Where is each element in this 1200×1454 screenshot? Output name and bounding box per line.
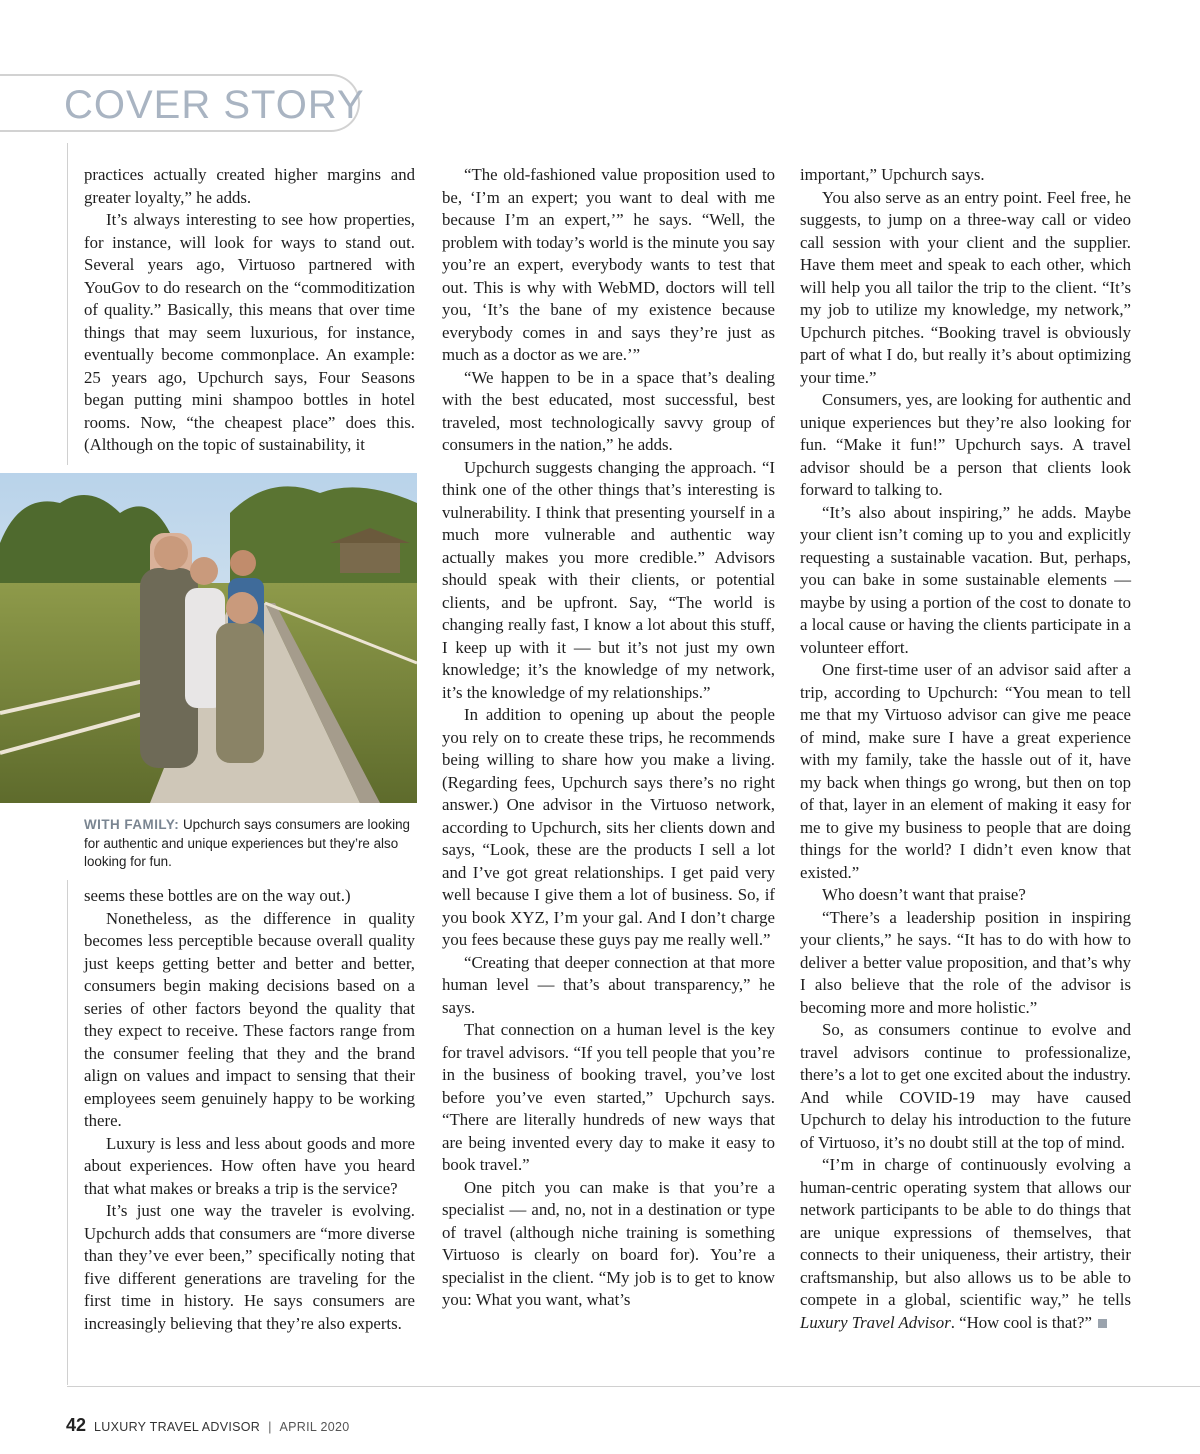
photo-caption	[84, 816, 414, 872]
final-end: . “How cool is that?”	[950, 1312, 1092, 1332]
paragraph: That connection on a human level is the key for travel advisors. “If you tell people that you’re in the business of booking travel, you’ve lost before you’ve even started,” Upchurch says. “There are literally hundreds of new ways that are being invented every day to make it easy to book travel.”	[442, 1020, 775, 1174]
final-paragraph	[800, 1154, 1131, 1334]
paragraph: You also serve as an entry point. Feel free, he suggests, to jump on a three-way call or video call session with your client and the supplier. Have them meet and speak to each other, which will help you all tailor the trip to the client. “It’s my job to utilize my knowledge, my network,” Upchurch pitches. “Booking travel is obviously part of what I do, but really it’s about optimizing your time.”	[800, 187, 1131, 387]
family-photo	[0, 473, 417, 803]
column-rule	[67, 880, 68, 1385]
paragraph: In addition to opening up about the people you rely on to create these trips, he recommends being willing to share how you make a living. (Regarding fees, Upchurch says there’s no right answer.) One advisor in the Virtuoso network, according to Upchurch, sits her clients down and says, “Look, these are the products I sell a lot and I’ve got great relationships. I get paid very well because I give them a lot of business. So, if you book XYZ, I’m your gal. And I don’t charge you fees because these guys pay me really well.”	[442, 705, 775, 949]
column-2	[442, 164, 775, 1312]
section-title: COVER STORY	[64, 83, 365, 127]
paragraph: It’s always interesting to see how properties, for instance, will look for ways to stand out. Several years ago, Virtuoso partnered with YouGov to do research on the “commoditization of quality.” Basically, this means that over time things that may seem luxurious, for instance, eventually become commonplace. An example: 25 years ago, Upchurch says, Four Seasons began putting mini shampoo bottles in hotel rooms. Now, “the cheapest place” does this. (Although on the topic of sustainability, it	[84, 210, 415, 454]
paragraph: Consumers, yes, are looking for authentic and unique experiences but they’re also looking for fun. “Make it fun!” Upchurch says. A travel advisor should be a person that clients look forward to talking to.	[800, 390, 1131, 499]
paragraph: Upchurch suggests changing the approach. “I think one of the other things that’s interesting is vulnerability. I think that presenting yourself in a much more vulnerable and authentic way actually makes you more credible.” Advisors should speak with their clients, or potential clients, and be upfront. Say, “The world is changing really fast, I know a lot about this stuff, I keep up with it — but it’s not just my own knowledge; it’s the knowledge of my network, it’s the knowledge of my relationships.”	[442, 457, 775, 702]
paragraph: “It’s also about inspiring,” he adds. Maybe your client isn’t coming up to you and explicitly requesting a sustainable vacation. But, perhaps, you can bake in some sustainable elements — maybe by using a portion of the cost to donate to a local cause or having the clients participate in a volunteer effort.	[800, 502, 1131, 657]
paragraph: Nonetheless, as the difference in quality becomes less perceptible because overall quality just keeps getting better and better and better, consumers begin making decisions based on a series of other factors beyond the quality that they expect to receive. These factors range from the consumer feeling that they and the brand align on values and impact to sensing that their employees seem genuinely happy to be working there.	[84, 908, 415, 1130]
column-1-top	[84, 164, 415, 457]
publication-name: Luxury Travel Advisor	[800, 1312, 951, 1332]
paragraph: seems these bottles are on the way out.)	[84, 886, 351, 905]
column-3	[800, 164, 1131, 1334]
final-text: “I’m in charge of continuously evolving a human-centric operating system that allows our network participants to be able to do things that are unique expressions of themselves, that connects to their uniqueness, their artistry, their craftsmanship, but also allows us to be able to compete in a global, scientific way,” he tells	[800, 1155, 1131, 1309]
paragraph: So, as consumers continue to evolve and travel advisors continue to professionalize, there’s a lot to get one excited about the industry. And while COVID-19 may have caused Upchurch to delay his introduction to the future of Virtuoso, it’s no doubt still at the top of mind.	[800, 1020, 1131, 1152]
page-number: 42	[66, 1415, 87, 1435]
issue-date: APRIL 2020	[279, 1420, 350, 1434]
footer-separator: |	[268, 1419, 272, 1434]
page-footer	[66, 1415, 349, 1439]
paragraph: practices actually created higher margins and greater loyalty,” he adds.	[84, 165, 415, 207]
paragraph: Luxury is less and less about goods and more about experiences. How often have you heard that what makes or breaks a trip is the service?	[84, 1133, 415, 1198]
paragraph: “We happen to be in a space that’s dealing with the best educated, most successful, best traveled, most technologically savvy group of consumers in the nation,” he adds.	[442, 367, 775, 454]
paragraph: “There’s a leadership position in inspiring your clients,” he says. “It has to do with how to deliver a better value proposition, and that’s why I also believe that the role of the advisor is becoming more and more holistic.”	[800, 907, 1131, 1017]
column-1-bottom	[84, 885, 415, 1335]
footer-rule	[67, 1386, 1200, 1387]
column-rule	[67, 143, 68, 465]
end-mark-icon	[1098, 1319, 1107, 1328]
paragraph: “The old-fashioned value proposition used to be, ‘I’m an expert; you want to deal with me because I’m an expert,’” he says. “Well, the problem with today’s world is the minute you say you’re an expert, everybody wants to test that out. This is why with WebMD, doctors will tell you, ‘It’s the bane of my existence because everybody comes in and says they’re just as much as a doctor as we are.’”	[442, 165, 775, 364]
caption-text: Upchurch says consumers are looking for authentic and unique experiences but they’re also looking for fun.	[84, 817, 410, 869]
paragraph: important,” Upchurch says.	[800, 165, 985, 184]
paragraph: Who doesn’t want that praise?	[822, 885, 1026, 904]
paragraph: One first-time user of an advisor said after a trip, according to Upchurch: “You mean to tell me that my Virtuoso advisor can give me peace of mind, make sure I have a great experience with my family, take the hassle out of it, have my back when things go wrong, but then on top of that, layer in an element of making it easy for me to give my business to people that are doing things for the world? I didn’t even know that existed.”	[800, 660, 1131, 882]
caption-lead: WITH FAMILY:	[84, 817, 180, 832]
paragraph: It’s just one way the traveler is evolving. Upchurch adds that consumers are “more diverse than they’ve ever been,” specifically noting that five different generations are traveling for the first time in history. He says consumers are increasingly believing that they’re also experts.	[84, 1201, 415, 1333]
paragraph: “Creating that deeper connection at that more human level — that’s about transparency,” he says.	[442, 952, 775, 1017]
paragraph: One pitch you can make is that you’re a specialist — and, no, not in a destination or type of travel (although niche training is something Virtuoso is clearly on board for). You’re a specialist in the client. “My job is to get to know you: What you want, what’s	[442, 1177, 775, 1309]
magazine-name: LUXURY TRAVEL ADVISOR	[94, 1420, 261, 1434]
